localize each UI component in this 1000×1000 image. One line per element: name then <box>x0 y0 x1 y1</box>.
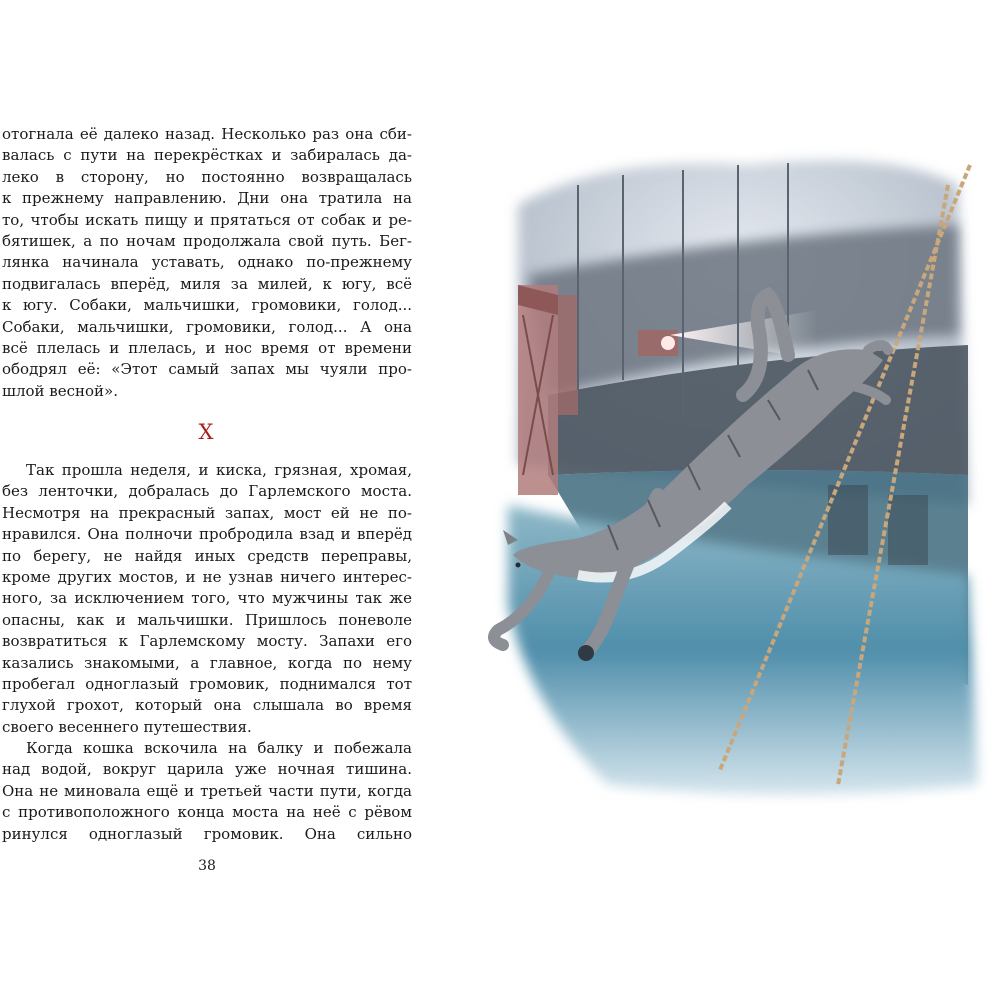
text-line: подвигалась вперёд, миля за милей, к югу, всё <box>2 274 412 293</box>
text-line: своего весеннего путешествия. <box>2 717 252 736</box>
text-line: казались знакомыми, а главное, когда по нему <box>2 653 412 672</box>
text-line: по берегу, не найдя иных средств переправы, <box>2 546 412 565</box>
text-line: леко в сторону, но постоянно возвращалась <box>2 167 412 186</box>
text-line: пробегал одноглазый громовик, поднимался тот <box>2 674 412 693</box>
text-line: Так прошла неделя, и киска, грязная, хромая, <box>26 461 412 479</box>
text-line: к югу. Собаки, мальчишки, громовики, голод... <box>2 296 412 315</box>
text-line: кроме других мостов, и не узнав ничего интерес- <box>2 567 412 586</box>
text-line: возвратиться к Гарлемскому мосту. Запахи его <box>2 632 412 651</box>
chapter-heading: X <box>198 420 214 444</box>
text-line: лянка начинала уставать, однако по-прежнему <box>2 253 412 272</box>
text-line: глухой грохот, который она слышала во время <box>2 696 412 715</box>
text-line: Собаки, мальчишки, громовики, голод... А она <box>2 317 412 336</box>
text-line: валась с пути на перекрёстках и забиралась да- <box>2 146 412 165</box>
text-line: опасны, как и мальчишки. Пришлось поневоле <box>2 610 412 629</box>
paragraph-1 <box>2 124 412 402</box>
text-line: бятишек, а по ночам продолжала свой путь. Бег- <box>2 231 412 250</box>
left-page <box>0 0 430 1000</box>
text-line: ного, за исключением того, что мужчины так же <box>2 589 412 608</box>
bridge-cat-illustration <box>488 145 988 815</box>
text-line: Несмотря на прекрасный запах, мост ей не по- <box>2 503 412 522</box>
text-line: без ленточки, добралась до Гарлемского моста. <box>2 482 412 501</box>
text-line: над водой, вокруг царила уже ночная тишина. <box>2 760 412 779</box>
text-line: ободрял её: «Этот самый запах мы чуяли про- <box>2 360 412 379</box>
text-line: всё плелась и плелась, и нос время от времени <box>2 338 412 357</box>
page-number: 38 <box>198 858 216 874</box>
text-line: с противоположного конца моста на неё с рёвом <box>2 803 412 822</box>
text-line: к прежнему направлению. Дни она тратила на <box>2 189 412 208</box>
text-line: то, чтобы искать пищу и прятаться от собак и ре- <box>2 210 412 229</box>
text-line: шлой весной». <box>2 381 118 400</box>
text-line: нравился. Она полночи пробродила взад и вперёд <box>2 525 412 544</box>
text-line: ринулся одноглазый громовик. Она сильно <box>2 824 412 843</box>
paragraph-2 <box>2 460 412 845</box>
text-line: Она не миновала ещё и третьей части пути, когда <box>2 781 412 800</box>
text-line: Когда кошка вскочила на балку и побежала <box>26 739 412 758</box>
text-line: отогнала её далеко назад. Несколько раз она сби- <box>2 125 412 143</box>
illustration-svg <box>488 145 988 815</box>
